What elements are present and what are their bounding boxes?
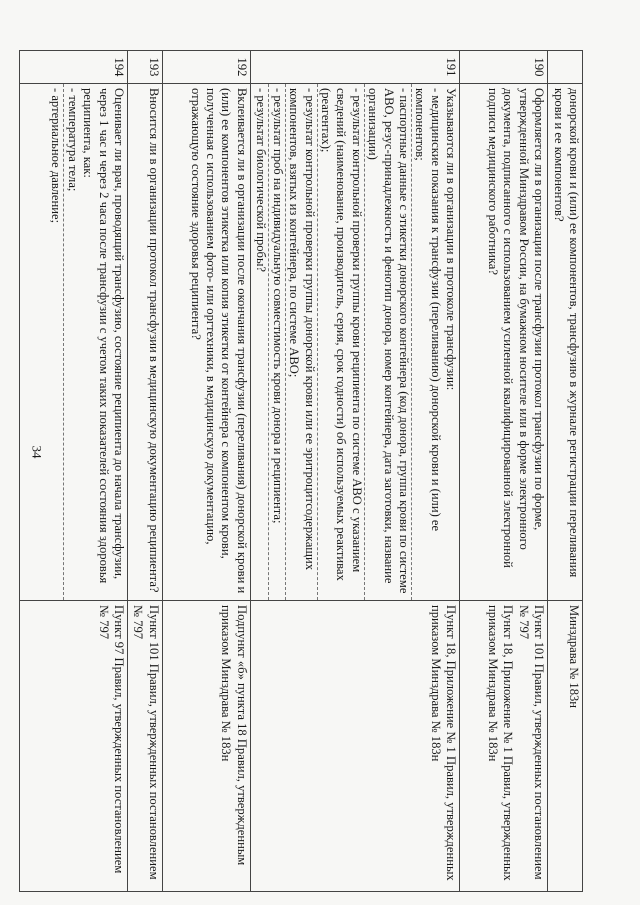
table-row: [20, 51, 128, 892]
row-number: 194: [20, 51, 128, 84]
table-row: [460, 51, 548, 892]
row-number: 192: [162, 51, 250, 84]
sub-item: - паспортные данные с этикетки донорского контейнера (код донора, группа крови по системе АВО, резус-принадлежность и фенотип донора, номер контейнера, дата заготовки, название организации): [365, 84, 412, 600]
sub-item: - результат биологической пробы?: [253, 84, 269, 600]
sub-item: - артериальное давление;: [48, 84, 64, 600]
legal-reference: Пункт 18, Приложение № 1 Правил, утвержденных приказом Минздрава № 183н: [250, 601, 459, 892]
legal-reference: Пункт 101 Правил, утвержденных постановлением № 797 Пункт 18, Приложение № 1 Правил, утвержденных приказом Минздрава № 183н: [460, 601, 548, 892]
question-lead: Указываются ли в организации в протоколе трансфузии:: [444, 88, 459, 391]
sub-item: - результат контрольной проверки группы крови реципиента по системе АВО с указанием сведений (наименование, производитель, серия, срок годности) об используемых реактивах (реагентах);: [318, 84, 365, 600]
legal-reference: Подпункт «б» пункта 18 Правил, утвержденным приказом Минздрава № 183н: [162, 601, 250, 892]
question-text: [20, 84, 128, 601]
row-number: [548, 51, 583, 84]
checklist-table: [19, 50, 583, 892]
row-number: 191: [250, 51, 459, 84]
question-text: донорской крови и (или) ее компонентов, трансфузию в журнале регистрации переливания крови и ее компонентов?: [548, 84, 583, 601]
page-number: 34: [29, 445, 45, 459]
legal-reference: Пункт 101 Правил, утвержденных постановлением № 797: [128, 601, 163, 892]
legal-reference: Минздрава № 183н: [548, 601, 583, 892]
row-number: 193: [128, 51, 163, 84]
table-row: [162, 51, 250, 892]
sub-item: - результат проб на индивидуальную совместимость крови донора и реципиента;: [269, 84, 285, 600]
table-row: [128, 51, 163, 892]
legal-reference: Пункт 97 Правил, утвержденных постановлением № 797: [20, 601, 128, 892]
question-text: Вклеивается ли в организации после окончания трансфузии (переливания) донорской крови и (или) ее компонентов этикетка или копия этикетки от контейнера с компонентом крови, полученная с использованием фото- или оргтехники, в медицинскую документацию, отражающую состояние здоровья реципиента?: [162, 84, 250, 601]
question-text: Вносится ли в организации протокол трансфузии в медицинскую документацию реципиента?: [128, 84, 163, 601]
question-text: Оформляется ли в организации после трансфузии протокол трансфузии по форме, утвержденной Минздравом России, на бумажном носителе или в форме электронного документа, подписанного с использованием усиленной квалифицированной электронной подписи медицинского работника?: [460, 84, 548, 601]
question-text: [250, 84, 459, 601]
table-row: [548, 51, 583, 892]
question-lead: Оценивает ли врач, проводящий трансфузию, состояние реципиента до начала трансфузии, через 1 час и через 2 часа после трансфузии с учетом таких показателей состояния здоровья реципиента, как:: [81, 88, 127, 584]
sub-item: - медицинские показания к трансфузии (переливанию) донорской крови и (или) ее компонентов;: [413, 88, 443, 532]
table-row: [250, 51, 459, 892]
sub-item: - результат контрольной проверки группы донорской крови или ее эритроцитсодержащих компонентов, взятых из контейнера, по системе АВО;: [286, 84, 318, 600]
sub-item: - температура тела;: [65, 88, 80, 192]
rotated-page-content: [49, 50, 583, 881]
row-number: 190: [460, 51, 548, 84]
